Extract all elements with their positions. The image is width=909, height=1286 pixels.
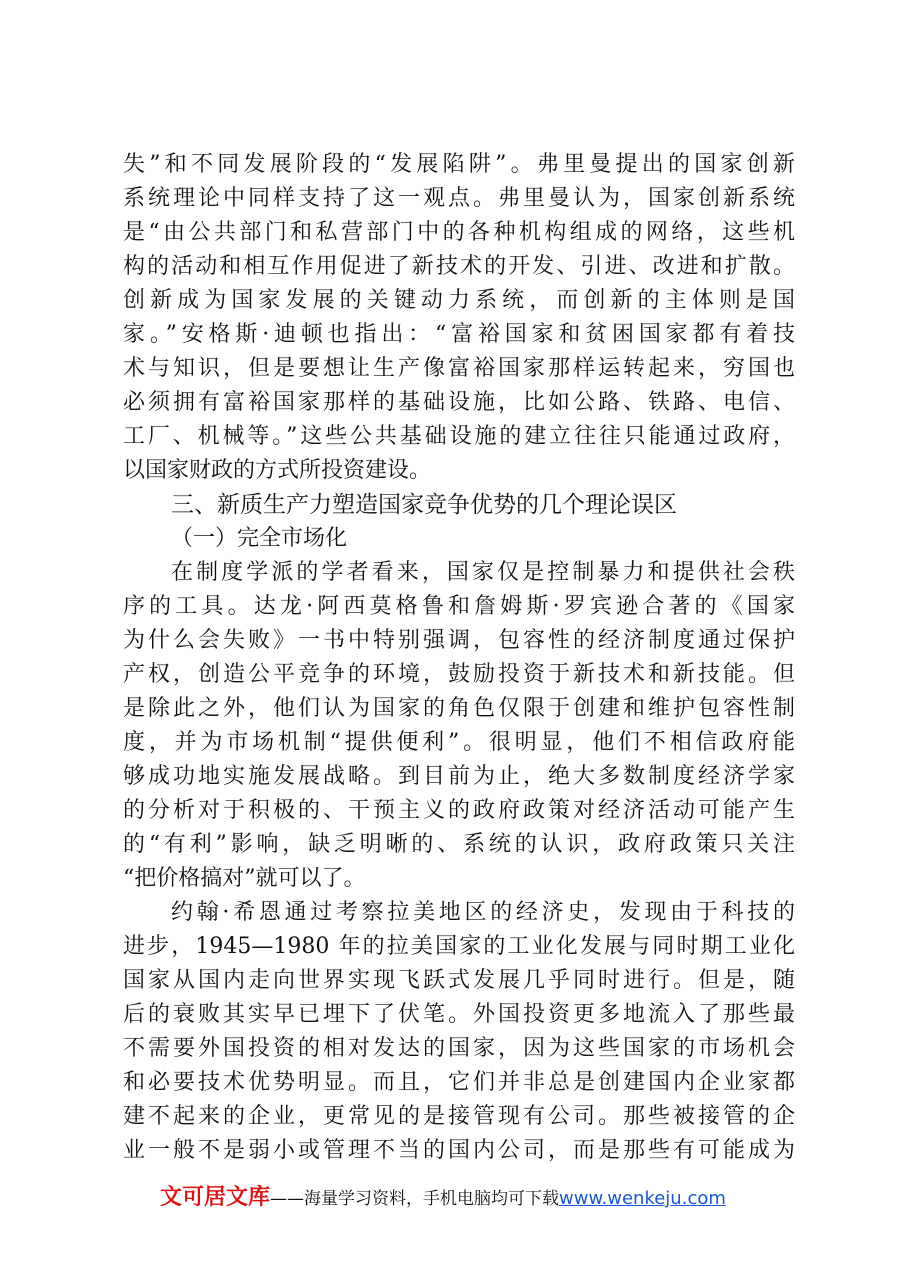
subsection-heading: （一）完全市场化 (171, 526, 348, 551)
footer-link[interactable]: www.wenkeju.com (559, 1188, 726, 1209)
text-line: 和必要技术优势明显。而且，它们并非总是创建国内企业家都 (123, 1070, 795, 1095)
text-line: 是除此之外，他们认为国家的角色仅限于创建和维护包容性制 (123, 696, 795, 721)
text-line: 创新成为国家发展的关键动力系统，而创新的主体则是国 (123, 288, 795, 313)
text-line: “把价格搞对”就可以了。 (123, 866, 366, 891)
footer-tagline: ——海量学习资料，手机电脑均可下载 (270, 1189, 560, 1209)
text-line: 后的衰败其实早已埋下了伏笔。外国投资更多地流入了那些最 (123, 1002, 795, 1027)
text-line: 建不起来的企业，更常见的是接管现有公司。那些被接管的企 (123, 1104, 795, 1129)
text-line: 产权，创造公平竞争的环境，鼓励投资于新技术和新技能。但 (123, 662, 795, 687)
text-line: 为什么会失败》一书中特别强调，包容性的经济制度通过保护 (123, 628, 795, 653)
text-line: 业一般不是弱小或管理不当的国内公司，而是那些有可能成为 (123, 1138, 795, 1163)
section-heading: 三、新质生产力塑造国家竞争优势的几个理论误区 (171, 492, 677, 518)
text-line: 够成功地实施发展战略。到目前为止，绝大多数制度经济学家 (123, 764, 795, 789)
footer-brand: 文可居文库 (160, 1185, 271, 1210)
text-line: 国家从国内走向世界实现飞跃式发展几乎同时进行。但是，随 (123, 968, 795, 993)
text-line: 度，并为市场机制“提供便利”。很明显，他们不相信政府能 (123, 730, 795, 755)
text-line: 术与知识，但是要想让生产像富裕国家那样运转起来，穷国也 (123, 356, 795, 381)
text-line: 构的活动和相互作用促进了新技术的开发、引进、改进和扩散。 (123, 254, 795, 279)
paragraph-first-line: 在制度学派的学者看来，国家仅是控制暴力和提供社会秩 (171, 560, 795, 585)
paragraph-first-line: 约翰·希恩通过考察拉美地区的经济史，发现由于科技的 (171, 900, 795, 925)
footer (160, 1183, 800, 1213)
text-line: 是“由公共部门和私营部门中的各种机构组成的网络，这些机 (123, 220, 795, 245)
text-line: 的“有利”影响，缺乏明晰的、系统的认识，政府政策只关注 (123, 832, 795, 857)
text-line: 不需要外国投资的相对发达的国家，因为这些国家的市场机会 (123, 1036, 795, 1061)
text-line: 以国家财政的方式所投资建设。 (123, 458, 432, 483)
text-line: 进步，1945—1980 年的拉美国家的工业化发展与同时期工业化 (123, 934, 795, 959)
text-line: 序的工具。达龙·阿西莫格鲁和詹姆斯·罗宾逊合著的《国家 (123, 594, 795, 619)
document-body (123, 148, 795, 1168)
text-line: 必须拥有富裕国家那样的基础设施，比如公路、铁路、电信、 (123, 390, 795, 415)
text-line: 失”和不同发展阶段的“发展陷阱”。弗里曼提出的国家创新 (123, 152, 795, 177)
text-line: 系统理论中同样支持了这一观点。弗里曼认为，国家创新系统 (123, 186, 795, 211)
text-line: 家。”安格斯·迪顿也指出：“富裕国家和贫困国家都有着技 (123, 322, 795, 347)
text-line: 的分析对于积极的、干预主义的政府政策对经济活动可能产生 (123, 798, 795, 823)
text-line: 工厂、机械等。”这些公共基础设施的建立往往只能通过政府， (123, 424, 795, 449)
